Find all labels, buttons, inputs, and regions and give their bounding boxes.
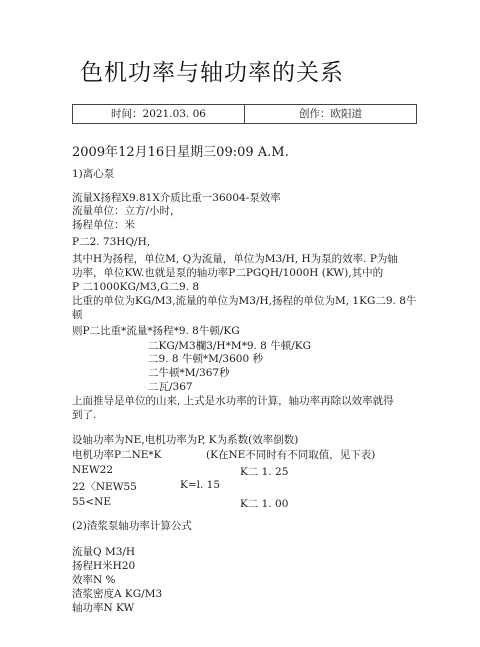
derivation-step: 二牛顿*M/367秒	[148, 367, 230, 379]
k-table-value: K二 1. 00	[240, 498, 289, 510]
section1-closing: 上面推导是单位的山来, 上式是水功率的计算，轴功率再除以效率就得	[72, 395, 394, 407]
section1-line: 流量X扬程X9.81X介质比重一36004-泵效率	[72, 192, 281, 204]
section1-line: 比重的单位为KG/M3,流量的单位为M3/H,扬程的单位为M, 1KG二9. 8牛	[72, 295, 417, 307]
section1-line: 顿	[72, 309, 83, 321]
section1-line: P二2. 73HQ/H,	[72, 236, 151, 248]
motor-formula-note: (K在NE不同时有不同取值，见下表)	[206, 449, 376, 461]
section2-heading: (2)渣浆泵轴功率计算公式	[72, 520, 192, 532]
section2-line: 扬程H米H20	[72, 560, 136, 572]
derivation-step: 二KG/M3欄3/H*M*9. 8 牛顿/KG	[148, 340, 311, 352]
section2-line: 轴功率N KW	[72, 602, 135, 614]
section1-heading: 1)离心泵	[72, 168, 115, 180]
derivation-step: 二瓦/367	[148, 381, 193, 393]
meta-author: 创作：欧阳道	[244, 105, 416, 123]
meta-table	[72, 104, 417, 124]
k-table-range: NEW22	[72, 464, 114, 476]
document-date: 2009年12月16日星期三09:09 A.M.	[72, 145, 289, 160]
motor-formula: 电机功率P二NE*K	[72, 449, 162, 461]
section1-line: 则P二比重*流量*扬程*9. 8牛顿/KG	[72, 325, 240, 337]
meta-time: 时间：2021.03. 06	[111, 108, 206, 120]
section1-line: 功率，单位KW.也就是泵的轴功率P二PGQH/1000H (KW),其中的	[72, 267, 384, 279]
section1-line: 其中H为扬程，单位M, Q为流量，单位为M3/H, H为泵的效率. P为轴	[72, 253, 398, 265]
section1-line: 扬程单位：米	[72, 219, 135, 231]
section1-line: 流量单位：立方/小时，	[72, 205, 181, 217]
derivation-step: 二9. 8 牛顿*M/3600 秒	[148, 353, 263, 365]
k-table-range: 22〈NEW55	[72, 481, 137, 493]
k-table-value: K二 1. 25	[240, 466, 289, 478]
section1-line: P 二1000KG/M3,G二9. 8	[72, 281, 200, 293]
section2-line: 效率N %	[72, 574, 116, 586]
section2-line: 流量Q M3/H	[72, 546, 136, 558]
motor-intro: 设轴功率为NE,电机功率为P, K为系数(效率倒数)	[72, 434, 299, 446]
k-table-range: 55<NE	[72, 496, 112, 508]
document-title: 色机功率与轴功率的关系	[80, 60, 344, 86]
section2-line: 渣浆密度A KG/M3	[72, 588, 163, 600]
k-table-value: K=l. 15	[180, 479, 221, 491]
section1-closing: 到了.	[72, 409, 97, 421]
